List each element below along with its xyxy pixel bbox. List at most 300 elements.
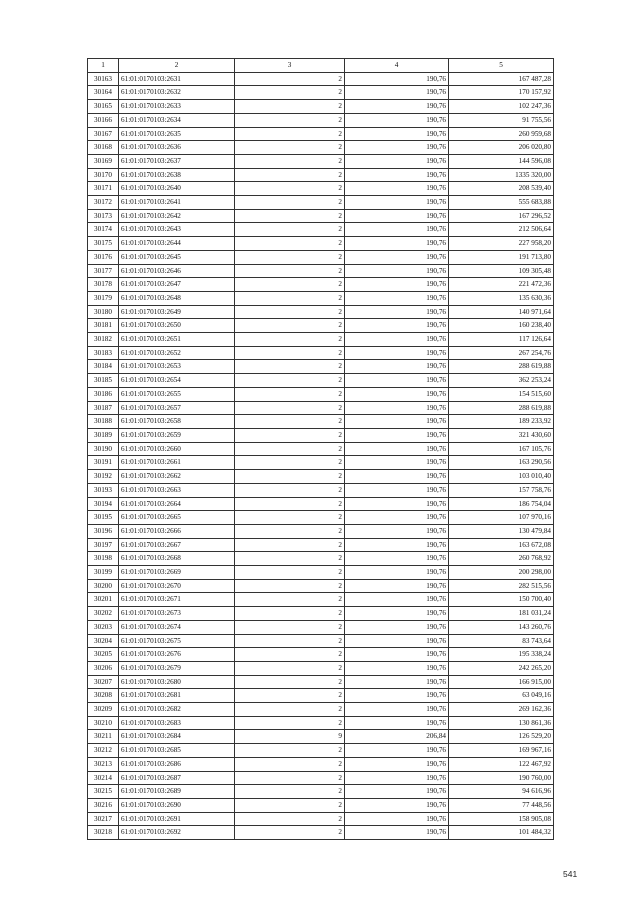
table-cell-col1: 30170 xyxy=(88,168,119,182)
table-cell-col2: 61:01:0170103:2686 xyxy=(119,757,235,771)
table-cell-col1: 30199 xyxy=(88,566,119,580)
table-cell-col1: 30193 xyxy=(88,483,119,497)
table-cell-col2: 61:01:0170103:2692 xyxy=(119,826,235,840)
table-cell-col1: 30186 xyxy=(88,387,119,401)
table-cell-col2: 61:01:0170103:2668 xyxy=(119,552,235,566)
table-cell-col3: 2 xyxy=(235,360,345,374)
table-cell-col2: 61:01:0170103:2664 xyxy=(119,497,235,511)
table-cell-col1: 30208 xyxy=(88,689,119,703)
table-cell-col3: 2 xyxy=(235,182,345,196)
table-cell-col5: 1335 320,00 xyxy=(449,168,554,182)
table-cell-col3: 2 xyxy=(235,593,345,607)
table-cell-col5: 163 672,08 xyxy=(449,538,554,552)
table-cell-col2: 61:01:0170103:2683 xyxy=(119,716,235,730)
table-cell-col4: 190,76 xyxy=(345,113,449,127)
table-cell-col2: 61:01:0170103:2650 xyxy=(119,319,235,333)
table-row xyxy=(88,360,554,374)
table-cell-col4: 190,76 xyxy=(345,483,449,497)
table-cell-col5: 157 758,76 xyxy=(449,483,554,497)
table-cell-col3: 2 xyxy=(235,127,345,141)
table-cell-col5: 362 253,24 xyxy=(449,374,554,388)
table-cell-col1: 30179 xyxy=(88,291,119,305)
table-cell-col5: 181 031,24 xyxy=(449,607,554,621)
header-cell-4: 4 xyxy=(345,59,449,73)
table-cell-col3: 2 xyxy=(235,387,345,401)
table-cell-col1: 30183 xyxy=(88,346,119,360)
table-cell-col3: 2 xyxy=(235,264,345,278)
table-cell-col5: 282 515,56 xyxy=(449,579,554,593)
table-cell-col2: 61:01:0170103:2674 xyxy=(119,620,235,634)
table-cell-col1: 30174 xyxy=(88,223,119,237)
table-cell-col5: 206 020,80 xyxy=(449,141,554,155)
table-cell-col4: 190,76 xyxy=(345,333,449,347)
table-row xyxy=(88,483,554,497)
table-cell-col2: 61:01:0170103:2641 xyxy=(119,196,235,210)
table-cell-col1: 30163 xyxy=(88,72,119,86)
table-cell-col5: 126 529,20 xyxy=(449,730,554,744)
table-cell-col1: 30173 xyxy=(88,209,119,223)
table-cell-col2: 61:01:0170103:2663 xyxy=(119,483,235,497)
table-cell-col4: 190,76 xyxy=(345,511,449,525)
header-cell-2: 2 xyxy=(119,59,235,73)
table-cell-col2: 61:01:0170103:2658 xyxy=(119,415,235,429)
table-cell-col5: 208 539,40 xyxy=(449,182,554,196)
table-cell-col3: 2 xyxy=(235,346,345,360)
table-cell-col4: 190,76 xyxy=(345,346,449,360)
table-cell-col3: 2 xyxy=(235,744,345,758)
table-cell-col5: 158 905,08 xyxy=(449,812,554,826)
table-cell-col3: 2 xyxy=(235,483,345,497)
table-cell-col4: 190,76 xyxy=(345,387,449,401)
table-cell-col1: 30172 xyxy=(88,196,119,210)
table-row xyxy=(88,401,554,415)
table-cell-col2: 61:01:0170103:2671 xyxy=(119,593,235,607)
table-cell-col5: 150 700,40 xyxy=(449,593,554,607)
table-cell-col1: 30200 xyxy=(88,579,119,593)
table-row xyxy=(88,209,554,223)
table-cell-col4: 190,76 xyxy=(345,566,449,580)
table-cell-col1: 30181 xyxy=(88,319,119,333)
table-cell-col4: 190,76 xyxy=(345,648,449,662)
table-cell-col3: 2 xyxy=(235,675,345,689)
table-cell-col4: 190,76 xyxy=(345,127,449,141)
table-cell-col2: 61:01:0170103:2691 xyxy=(119,812,235,826)
table-cell-col3: 2 xyxy=(235,291,345,305)
table-row xyxy=(88,374,554,388)
table-cell-col5: 91 755,56 xyxy=(449,113,554,127)
table-cell-col4: 190,76 xyxy=(345,415,449,429)
table-row xyxy=(88,744,554,758)
table-cell-col4: 190,76 xyxy=(345,291,449,305)
table-cell-col5: 143 260,76 xyxy=(449,620,554,634)
table-cell-col4: 190,76 xyxy=(345,264,449,278)
table-cell-col5: 227 958,20 xyxy=(449,237,554,251)
table-cell-col5: 101 484,32 xyxy=(449,826,554,840)
table-row xyxy=(88,579,554,593)
table-cell-col1: 30175 xyxy=(88,237,119,251)
table-cell-col1: 30188 xyxy=(88,415,119,429)
table-cell-col3: 2 xyxy=(235,223,345,237)
table-cell-col3: 2 xyxy=(235,100,345,114)
table-cell-col5: 260 959,68 xyxy=(449,127,554,141)
table-cell-col4: 190,76 xyxy=(345,209,449,223)
table-cell-col2: 61:01:0170103:2682 xyxy=(119,703,235,717)
table-row xyxy=(88,524,554,538)
table-cell-col2: 61:01:0170103:2680 xyxy=(119,675,235,689)
table-cell-col2: 61:01:0170103:2670 xyxy=(119,579,235,593)
table-cell-col1: 30196 xyxy=(88,524,119,538)
table-row xyxy=(88,86,554,100)
table-cell-col3: 2 xyxy=(235,511,345,525)
table-cell-col2: 61:01:0170103:2631 xyxy=(119,72,235,86)
table-cell-col3: 2 xyxy=(235,798,345,812)
table-cell-col2: 61:01:0170103:2640 xyxy=(119,182,235,196)
table-cell-col3: 2 xyxy=(235,401,345,415)
table-cell-col5: 169 967,16 xyxy=(449,744,554,758)
table-cell-col4: 190,76 xyxy=(345,72,449,86)
table-row xyxy=(88,113,554,127)
table-body xyxy=(88,72,554,839)
table-cell-col1: 30182 xyxy=(88,333,119,347)
table-cell-col3: 2 xyxy=(235,250,345,264)
table-cell-col2: 61:01:0170103:2633 xyxy=(119,100,235,114)
table-cell-col3: 2 xyxy=(235,620,345,634)
table-row xyxy=(88,305,554,319)
table-cell-col4: 190,76 xyxy=(345,401,449,415)
table-cell-col1: 30171 xyxy=(88,182,119,196)
table-cell-col3: 2 xyxy=(235,648,345,662)
table-cell-col5: 163 290,56 xyxy=(449,456,554,470)
table-cell-col5: 122 467,92 xyxy=(449,757,554,771)
table-cell-col3: 2 xyxy=(235,86,345,100)
table-cell-col3: 9 xyxy=(235,730,345,744)
table-cell-col1: 30184 xyxy=(88,360,119,374)
table-cell-col2: 61:01:0170103:2665 xyxy=(119,511,235,525)
table-cell-col2: 61:01:0170103:2635 xyxy=(119,127,235,141)
table-cell-col1: 30176 xyxy=(88,250,119,264)
table-cell-col4: 190,76 xyxy=(345,168,449,182)
table-row xyxy=(88,100,554,114)
table-cell-col3: 2 xyxy=(235,113,345,127)
table-cell-col5: 170 157,92 xyxy=(449,86,554,100)
table-cell-col1: 30213 xyxy=(88,757,119,771)
table-cell-col3: 2 xyxy=(235,579,345,593)
table-cell-col4: 190,76 xyxy=(345,374,449,388)
table-cell-col5: 212 506,64 xyxy=(449,223,554,237)
table-cell-col5: 167 296,52 xyxy=(449,209,554,223)
table-cell-col4: 190,76 xyxy=(345,634,449,648)
table-cell-col3: 2 xyxy=(235,168,345,182)
table-cell-col4: 190,76 xyxy=(345,319,449,333)
table-cell-col2: 61:01:0170103:2676 xyxy=(119,648,235,662)
table-row xyxy=(88,182,554,196)
table-row xyxy=(88,771,554,785)
table-cell-col1: 30191 xyxy=(88,456,119,470)
table-cell-col5: 242 265,20 xyxy=(449,661,554,675)
table-cell-col3: 2 xyxy=(235,716,345,730)
table-cell-col3: 2 xyxy=(235,538,345,552)
table-cell-col2: 61:01:0170103:2644 xyxy=(119,237,235,251)
table-row xyxy=(88,127,554,141)
table-row xyxy=(88,387,554,401)
table-row xyxy=(88,812,554,826)
table-cell-col1: 30195 xyxy=(88,511,119,525)
table-cell-col1: 30194 xyxy=(88,497,119,511)
table-row xyxy=(88,415,554,429)
table-row xyxy=(88,428,554,442)
header-cell-1: 1 xyxy=(88,59,119,73)
table-row xyxy=(88,223,554,237)
table-cell-col1: 30187 xyxy=(88,401,119,415)
table-row xyxy=(88,196,554,210)
table-cell-col3: 2 xyxy=(235,661,345,675)
table-cell-col4: 190,76 xyxy=(345,428,449,442)
table-cell-col5: 195 338,24 xyxy=(449,648,554,662)
table-cell-col2: 61:01:0170103:2647 xyxy=(119,278,235,292)
table-cell-col5: 166 915,00 xyxy=(449,675,554,689)
table-cell-col4: 190,76 xyxy=(345,552,449,566)
table-cell-col2: 61:01:0170103:2673 xyxy=(119,607,235,621)
table-row xyxy=(88,346,554,360)
table-row xyxy=(88,470,554,484)
table-cell-col4: 190,76 xyxy=(345,771,449,785)
table-cell-col4: 190,76 xyxy=(345,798,449,812)
table-cell-col1: 30209 xyxy=(88,703,119,717)
table-cell-col3: 2 xyxy=(235,333,345,347)
table-cell-col4: 190,76 xyxy=(345,785,449,799)
table-cell-col2: 61:01:0170103:2642 xyxy=(119,209,235,223)
table-cell-col3: 2 xyxy=(235,497,345,511)
table-cell-col1: 30204 xyxy=(88,634,119,648)
header-cell-3: 3 xyxy=(235,59,345,73)
table-cell-col1: 30203 xyxy=(88,620,119,634)
table-row xyxy=(88,278,554,292)
table-cell-col1: 30169 xyxy=(88,154,119,168)
table-cell-col4: 190,76 xyxy=(345,579,449,593)
table-cell-col2: 61:01:0170103:2657 xyxy=(119,401,235,415)
table-cell-col5: 154 515,60 xyxy=(449,387,554,401)
table-cell-col3: 2 xyxy=(235,456,345,470)
table-cell-col2: 61:01:0170103:2679 xyxy=(119,661,235,675)
table-cell-col1: 30218 xyxy=(88,826,119,840)
table-cell-col5: 555 683,88 xyxy=(449,196,554,210)
table-cell-col2: 61:01:0170103:2689 xyxy=(119,785,235,799)
table-cell-col4: 190,76 xyxy=(345,620,449,634)
table-cell-col2: 61:01:0170103:2634 xyxy=(119,113,235,127)
table-row xyxy=(88,593,554,607)
table-cell-col5: 260 768,92 xyxy=(449,552,554,566)
table-cell-col4: 190,76 xyxy=(345,497,449,511)
table-row xyxy=(88,291,554,305)
table-cell-col4: 190,76 xyxy=(345,675,449,689)
table-cell-col5: 117 126,64 xyxy=(449,333,554,347)
table-cell-col1: 30214 xyxy=(88,771,119,785)
table-cell-col2: 61:01:0170103:2662 xyxy=(119,470,235,484)
table-cell-col5: 186 754,04 xyxy=(449,497,554,511)
table-cell-col1: 30217 xyxy=(88,812,119,826)
table-cell-col4: 190,76 xyxy=(345,100,449,114)
table-cell-col4: 190,76 xyxy=(345,538,449,552)
table-cell-col1: 30190 xyxy=(88,442,119,456)
table-row xyxy=(88,648,554,662)
table-cell-col5: 94 616,96 xyxy=(449,785,554,799)
table-row xyxy=(88,141,554,155)
data-table xyxy=(87,58,554,840)
table-cell-col2: 61:01:0170103:2643 xyxy=(119,223,235,237)
table-cell-col5: 160 238,40 xyxy=(449,319,554,333)
table-row xyxy=(88,620,554,634)
table-cell-col5: 269 162,36 xyxy=(449,703,554,717)
table-row xyxy=(88,168,554,182)
table-cell-col5: 321 430,60 xyxy=(449,428,554,442)
table-cell-col2: 61:01:0170103:2636 xyxy=(119,141,235,155)
table-cell-col1: 30166 xyxy=(88,113,119,127)
table-cell-col4: 190,76 xyxy=(345,689,449,703)
table-cell-col4: 190,76 xyxy=(345,237,449,251)
table-cell-col5: 167 105,76 xyxy=(449,442,554,456)
table-cell-col3: 2 xyxy=(235,524,345,538)
table-row xyxy=(88,798,554,812)
table-cell-col2: 61:01:0170103:2637 xyxy=(119,154,235,168)
table-cell-col5: 83 743,64 xyxy=(449,634,554,648)
table-cell-col4: 190,76 xyxy=(345,360,449,374)
table-cell-col4: 190,76 xyxy=(345,812,449,826)
table-row xyxy=(88,689,554,703)
table-cell-col5: 109 305,48 xyxy=(449,264,554,278)
table-cell-col3: 2 xyxy=(235,771,345,785)
table-row xyxy=(88,250,554,264)
table-cell-col2: 61:01:0170103:2645 xyxy=(119,250,235,264)
table-row xyxy=(88,72,554,86)
table-cell-col1: 30185 xyxy=(88,374,119,388)
table-cell-col5: 200 298,00 xyxy=(449,566,554,580)
table-cell-col1: 30202 xyxy=(88,607,119,621)
table-row xyxy=(88,566,554,580)
table-cell-col4: 190,76 xyxy=(345,757,449,771)
table-cell-col1: 30215 xyxy=(88,785,119,799)
table-cell-col2: 61:01:0170103:2667 xyxy=(119,538,235,552)
table-cell-col4: 190,76 xyxy=(345,305,449,319)
table-cell-col2: 61:01:0170103:2632 xyxy=(119,86,235,100)
table-cell-col4: 206,84 xyxy=(345,730,449,744)
table-cell-col2: 61:01:0170103:2669 xyxy=(119,566,235,580)
table-cell-col1: 30201 xyxy=(88,593,119,607)
table-cell-col4: 190,76 xyxy=(345,470,449,484)
table-cell-col5: 63 049,16 xyxy=(449,689,554,703)
table-cell-col4: 190,76 xyxy=(345,442,449,456)
table-cell-col2: 61:01:0170103:2685 xyxy=(119,744,235,758)
table-cell-col3: 2 xyxy=(235,415,345,429)
table-cell-col3: 2 xyxy=(235,72,345,86)
table-cell-col5: 140 971,64 xyxy=(449,305,554,319)
table-cell-col4: 190,76 xyxy=(345,826,449,840)
table-cell-col3: 2 xyxy=(235,689,345,703)
table-cell-col2: 61:01:0170103:2690 xyxy=(119,798,235,812)
table-header xyxy=(88,59,554,73)
table-cell-col3: 2 xyxy=(235,319,345,333)
table-cell-col5: 135 630,36 xyxy=(449,291,554,305)
table-row xyxy=(88,661,554,675)
table-cell-col4: 190,76 xyxy=(345,278,449,292)
table-cell-col2: 61:01:0170103:2660 xyxy=(119,442,235,456)
table-cell-col2: 61:01:0170103:2653 xyxy=(119,360,235,374)
table-cell-col2: 61:01:0170103:2687 xyxy=(119,771,235,785)
table-cell-col3: 2 xyxy=(235,237,345,251)
table-cell-col1: 30212 xyxy=(88,744,119,758)
table-row xyxy=(88,730,554,744)
table-row xyxy=(88,826,554,840)
table-cell-col2: 61:01:0170103:2666 xyxy=(119,524,235,538)
table-cell-col5: 191 713,80 xyxy=(449,250,554,264)
table-cell-col5: 189 233,92 xyxy=(449,415,554,429)
table-cell-col3: 2 xyxy=(235,141,345,155)
table-cell-col2: 61:01:0170103:2646 xyxy=(119,264,235,278)
table-cell-col5: 288 619,88 xyxy=(449,360,554,374)
table-row xyxy=(88,675,554,689)
table-cell-col2: 61:01:0170103:2661 xyxy=(119,456,235,470)
table-cell-col4: 190,76 xyxy=(345,86,449,100)
table-row xyxy=(88,264,554,278)
table-cell-col3: 2 xyxy=(235,470,345,484)
table-cell-col2: 61:01:0170103:2681 xyxy=(119,689,235,703)
table-cell-col1: 30189 xyxy=(88,428,119,442)
table-row xyxy=(88,552,554,566)
table-cell-col4: 190,76 xyxy=(345,223,449,237)
table-cell-col3: 2 xyxy=(235,607,345,621)
table-cell-col4: 190,76 xyxy=(345,154,449,168)
table-cell-col4: 190,76 xyxy=(345,661,449,675)
table-row xyxy=(88,497,554,511)
table-row xyxy=(88,785,554,799)
table-cell-col3: 2 xyxy=(235,278,345,292)
table-cell-col4: 190,76 xyxy=(345,607,449,621)
table-cell-col4: 190,76 xyxy=(345,141,449,155)
table-cell-col5: 103 010,40 xyxy=(449,470,554,484)
table-cell-col1: 30165 xyxy=(88,100,119,114)
table-row xyxy=(88,333,554,347)
table-row xyxy=(88,634,554,648)
table-row xyxy=(88,511,554,525)
table-cell-col4: 190,76 xyxy=(345,744,449,758)
table-cell-col4: 190,76 xyxy=(345,524,449,538)
table-cell-col2: 61:01:0170103:2651 xyxy=(119,333,235,347)
table-cell-col1: 30210 xyxy=(88,716,119,730)
table-cell-col4: 190,76 xyxy=(345,250,449,264)
table-row xyxy=(88,716,554,730)
table-cell-col3: 2 xyxy=(235,826,345,840)
table-cell-col5: 130 861,36 xyxy=(449,716,554,730)
table-cell-col4: 190,76 xyxy=(345,196,449,210)
table-cell-col3: 2 xyxy=(235,566,345,580)
table-row xyxy=(88,607,554,621)
table-cell-col1: 30168 xyxy=(88,141,119,155)
table-cell-col3: 2 xyxy=(235,209,345,223)
table-cell-col2: 61:01:0170103:2654 xyxy=(119,374,235,388)
table-cell-col2: 61:01:0170103:2659 xyxy=(119,428,235,442)
table-cell-col5: 190 760,00 xyxy=(449,771,554,785)
table-cell-col3: 2 xyxy=(235,442,345,456)
table-cell-col1: 30198 xyxy=(88,552,119,566)
table-cell-col1: 30192 xyxy=(88,470,119,484)
table-cell-col3: 2 xyxy=(235,305,345,319)
table-cell-col4: 190,76 xyxy=(345,593,449,607)
table-cell-col5: 221 472,36 xyxy=(449,278,554,292)
table-cell-col5: 77 448,56 xyxy=(449,798,554,812)
table-cell-col1: 30207 xyxy=(88,675,119,689)
table-row xyxy=(88,456,554,470)
table-cell-col2: 61:01:0170103:2684 xyxy=(119,730,235,744)
table-cell-col3: 2 xyxy=(235,785,345,799)
